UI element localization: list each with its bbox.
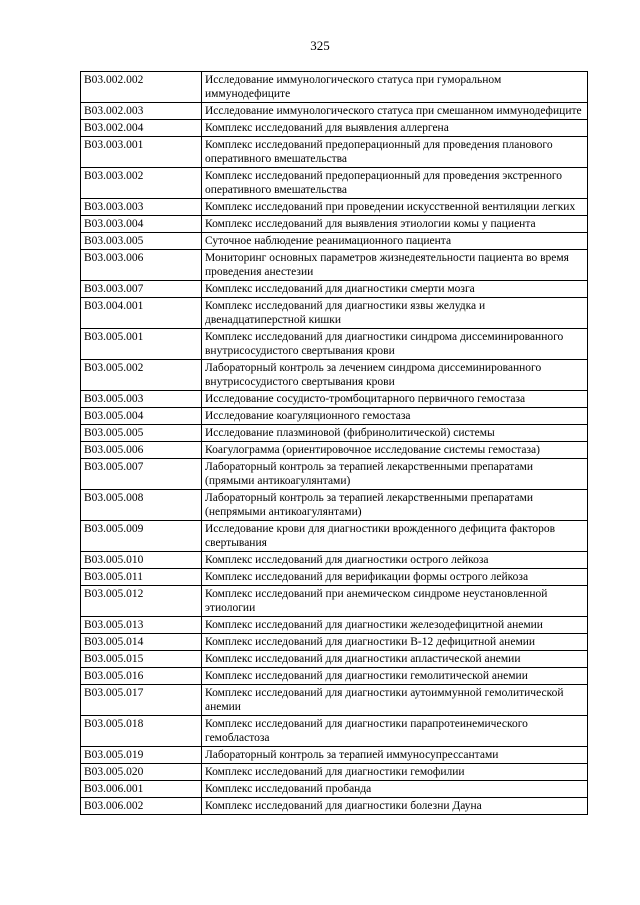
table-row [81,250,588,281]
table-row [81,747,588,764]
service-name-cell: Комплекс исследований для диагностики язвы желудка и двенадцатиперстной кишки [202,298,588,329]
table-row [81,408,588,425]
service-code-cell: B03.006.002 [81,798,202,815]
service-name-cell: Комплекс исследований для диагностики B-12 дефицитной анемии [202,634,588,651]
service-code-cell: B03.005.016 [81,668,202,685]
service-code-cell: B03.005.004 [81,408,202,425]
service-code-cell: B03.003.005 [81,233,202,250]
table-row [81,391,588,408]
service-code-cell: B03.003.007 [81,281,202,298]
page-number: 325 [310,38,330,53]
table-row [81,634,588,651]
table-row [81,617,588,634]
table-row [81,360,588,391]
service-code-cell: B03.005.010 [81,552,202,569]
table-row [81,137,588,168]
service-code-cell: B03.005.001 [81,329,202,360]
service-code-cell: B03.005.018 [81,716,202,747]
table-row [81,764,588,781]
service-name-cell: Комплекс исследований при анемическом синдроме неустановленной этиологии [202,586,588,617]
table-row [81,798,588,815]
service-name-cell: Комплекс исследований предоперационный для проведения планового оперативного вмешательства [202,137,588,168]
table-row [81,521,588,552]
service-code-cell: B03.005.003 [81,391,202,408]
table-row [81,716,588,747]
service-code-cell: B03.005.007 [81,459,202,490]
service-name-cell: Комплекс исследований для диагностики синдрома диссеминированного внутрисосудистого свертывания крови [202,329,588,360]
service-name-cell: Комплекс исследований для диагностики аутоиммунной гемолитической анемии [202,685,588,716]
service-name-cell: Комплекс исследований для верификации формы острого лейкоза [202,569,588,586]
service-code-cell: B03.004.001 [81,298,202,329]
service-name-cell: Комплекс исследований при проведении искусственной вентиляции легких [202,199,588,216]
table-row [81,216,588,233]
service-name-cell: Исследование сосудисто-тромбоцитарного первичного гемостаза [202,391,588,408]
table-row [81,168,588,199]
service-code-cell: B03.005.009 [81,521,202,552]
service-code-cell: B03.003.003 [81,199,202,216]
table-row [81,586,588,617]
table-row [81,298,588,329]
service-name-cell: Исследование крови для диагностики врожденного дефицита факторов свертывания [202,521,588,552]
table-body [81,72,588,815]
table-row [81,425,588,442]
service-name-cell: Комплекс исследований для диагностики апластической анемии [202,651,588,668]
service-name-cell: Комплекс исследований предоперационный для проведения экстренного оперативного вмешательства [202,168,588,199]
table-row [81,329,588,360]
table-row [81,72,588,103]
service-code-cell: B03.003.002 [81,168,202,199]
service-name-cell: Лабораторный контроль за лечением синдрома диссеминированного внутрисосудистого свертывания крови [202,360,588,391]
table-row [81,651,588,668]
service-name-cell: Комплекс исследований для диагностики гемофилии [202,764,588,781]
service-name-cell: Комплекс исследований для диагностики гемолитической анемии [202,668,588,685]
service-code-cell: B03.002.002 [81,72,202,103]
service-code-cell: B03.005.012 [81,586,202,617]
service-code-cell: B03.005.015 [81,651,202,668]
service-code-cell: B03.005.011 [81,569,202,586]
service-code-cell: B03.006.001 [81,781,202,798]
service-name-cell: Мониторинг основных параметров жизнедеятельности пациента во время проведения анестезии [202,250,588,281]
table-row [81,103,588,120]
table-row [81,781,588,798]
service-code-cell: B03.005.008 [81,490,202,521]
table-row [81,490,588,521]
service-code-cell: B03.005.013 [81,617,202,634]
table-row [81,199,588,216]
service-code-cell: B03.005.017 [81,685,202,716]
service-name-cell: Исследование плазминовой (фибринолитической) системы [202,425,588,442]
service-code-cell: B03.005.005 [81,425,202,442]
service-name-cell: Комплекс исследований для диагностики болезни Дауна [202,798,588,815]
table-row [81,569,588,586]
service-code-cell: B03.002.003 [81,103,202,120]
service-name-cell: Исследование коагуляционного гемостаза [202,408,588,425]
table-row [81,668,588,685]
service-name-cell: Комплекс исследований для диагностики парапротеинемического гемобластоза [202,716,588,747]
service-code-cell: B03.003.001 [81,137,202,168]
table-row [81,459,588,490]
table-row [81,552,588,569]
table-row [81,233,588,250]
service-name-cell: Комплекс исследований для диагностики смерти мозга [202,281,588,298]
service-name-cell: Комплекс исследований пробанда [202,781,588,798]
table-row [81,442,588,459]
service-code-cell: B03.005.020 [81,764,202,781]
service-name-cell: Исследование иммунологического статуса при смешанном иммунодефиците [202,103,588,120]
services-table [80,71,588,815]
service-name-cell: Исследование иммунологического статуса при гуморальном иммунодефиците [202,72,588,103]
table-row [81,685,588,716]
service-name-cell: Коагулограмма (ориентировочное исследование системы гемостаза) [202,442,588,459]
service-name-cell: Лабораторный контроль за терапией иммуносупрессантами [202,747,588,764]
service-name-cell: Суточное наблюдение реанимационного пациента [202,233,588,250]
service-code-cell: B03.005.019 [81,747,202,764]
service-code-cell: B03.005.014 [81,634,202,651]
service-name-cell: Лабораторный контроль за терапией лекарственными препаратами (непрямыми антикоагулянтами) [202,490,588,521]
service-code-cell: B03.002.004 [81,120,202,137]
table-row [81,120,588,137]
service-name-cell: Лабораторный контроль за терапией лекарственными препаратами (прямыми антикоагулянтами) [202,459,588,490]
service-name-cell: Комплекс исследований для диагностики острого лейкоза [202,552,588,569]
service-code-cell: B03.003.006 [81,250,202,281]
service-name-cell: Комплекс исследований для диагностики железодефицитной анемии [202,617,588,634]
service-name-cell: Комплекс исследований для выявления этиологии комы у пациента [202,216,588,233]
service-code-cell: B03.005.002 [81,360,202,391]
service-code-cell: B03.003.004 [81,216,202,233]
table-row [81,281,588,298]
service-name-cell: Комплекс исследований для выявления аллергена [202,120,588,137]
service-code-cell: B03.005.006 [81,442,202,459]
